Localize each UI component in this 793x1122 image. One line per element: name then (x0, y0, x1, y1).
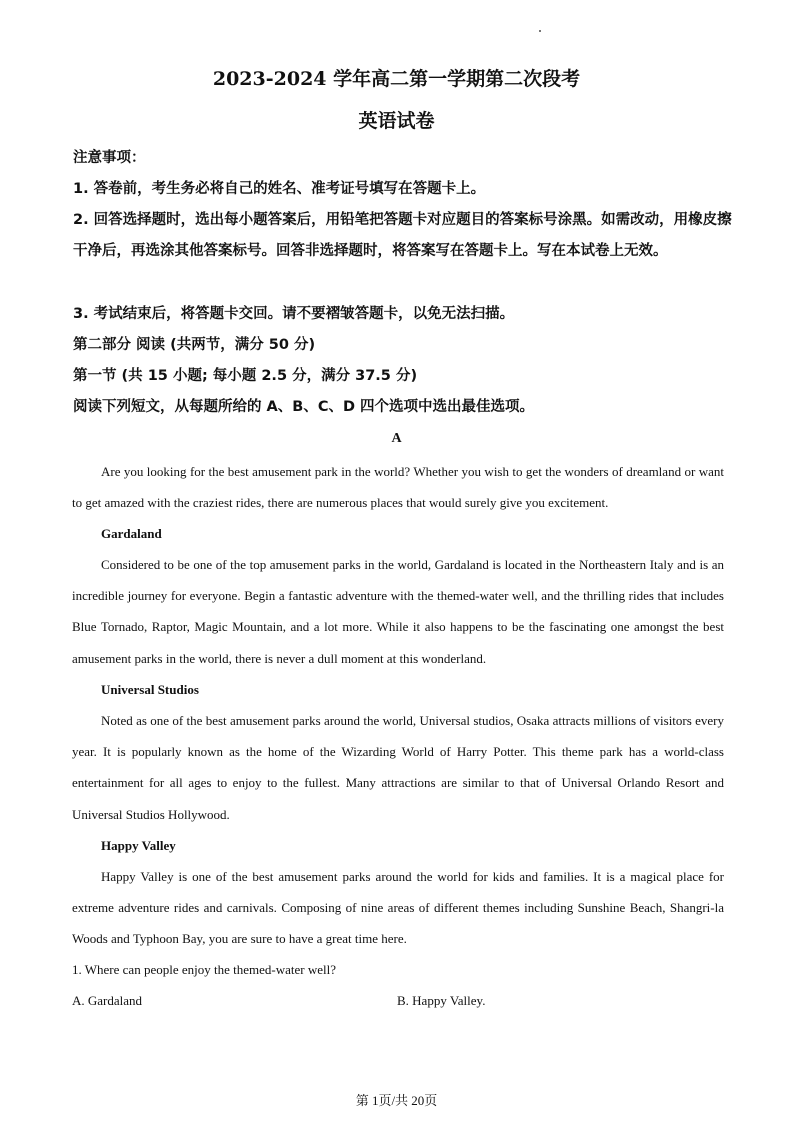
happy-valley-paragraph: Happy Valley is one of the best amusement parks around the world for kids and families. It is a magical place for extreme adventure rides and carnivals. Composing of nine areas of different themes including Sunshine Beach, Shangri-la Woods and Typhoon Bay, you are sure to have a great time here. (72, 869, 724, 947)
passage-label: A (391, 431, 402, 446)
scan-dot (539, 30, 541, 32)
question-1-option-b: B. Happy Valley. (397, 993, 486, 1008)
exam-subtitle: 英语试卷 (358, 110, 435, 132)
question-1-option-a: A. Gardaland (72, 993, 143, 1008)
page-number: 第 1页/共 20页 (355, 1093, 438, 1108)
part-heading: 第二部分 阅读 (共两节，满分 50 分) (73, 337, 316, 353)
notes-item-2: 2. 回答选择题时，选出每小题答案后，用铅笔把答题卡对应题目的答案标号涂黑。如需改动，用橡皮擦干净后，再选涂其他答案标号。回答非选择题时，将答案写在答题卡上。写在本试卷上无效。 (73, 212, 732, 259)
instruction: 阅读下列短文，从每题所给的 A、B、C、D 四个选项中选出最佳选项。 (73, 399, 535, 415)
universal-paragraph: Noted as one of the best amusement parks around the world, Universal studios, Osaka attracts millions of visitors every year. It is popularly known as the home of the Wizarding World of Harry Potter. This theme park has a world-class entertainment for all ages to enjoy to the fullest. Many attractions are similar to that of Universal Orlando Resort and Universal Studios Hollywood. (72, 713, 724, 822)
section-heading: 第一节 (共 15 小题; 每小题 2.5 分，满分 37.5 分) (73, 368, 418, 384)
happy-valley-heading: Happy Valley (101, 838, 176, 853)
notes-heading: 注意事项： (73, 150, 146, 166)
question-1-stem: 1. Where can people enjoy the themed-water well? (72, 962, 336, 977)
gardaland-paragraph: Considered to be one of the top amusement parks in the world, Gardaland is located in the Northeastern Italy and is an incredible journey for everyone. Begin a fantastic adventure with the themed-water well, and the thrilling rides that includes Blue Tornado, Raptor, Magic Mountain, and a lot more. While it also happens to be the fascinating one amongst the best amusement parks in the world, there is never a dull moment at this wonderland. (72, 557, 724, 666)
universal-heading: Universal Studios (101, 682, 199, 697)
passage-intro: Are you looking for the best amusement park in the world? Whether you wish to get the wonders of dreamland or want to get amazed with the craziest rides, there are numerous places that would surely give you excitement. (72, 464, 724, 511)
notes-item-1: 1. 答卷前，考生务必将自己的姓名、准考证号填写在答题卡上。 (73, 181, 486, 197)
exam-title: 2023-2024 学年高二第一学期第二次段考 (212, 68, 581, 90)
notes-item-3: 3. 考试结束后，将答题卡交回。请不要褶皱答题卡，以免无法扫描。 (73, 306, 515, 322)
gardaland-heading: Gardaland (101, 526, 162, 541)
